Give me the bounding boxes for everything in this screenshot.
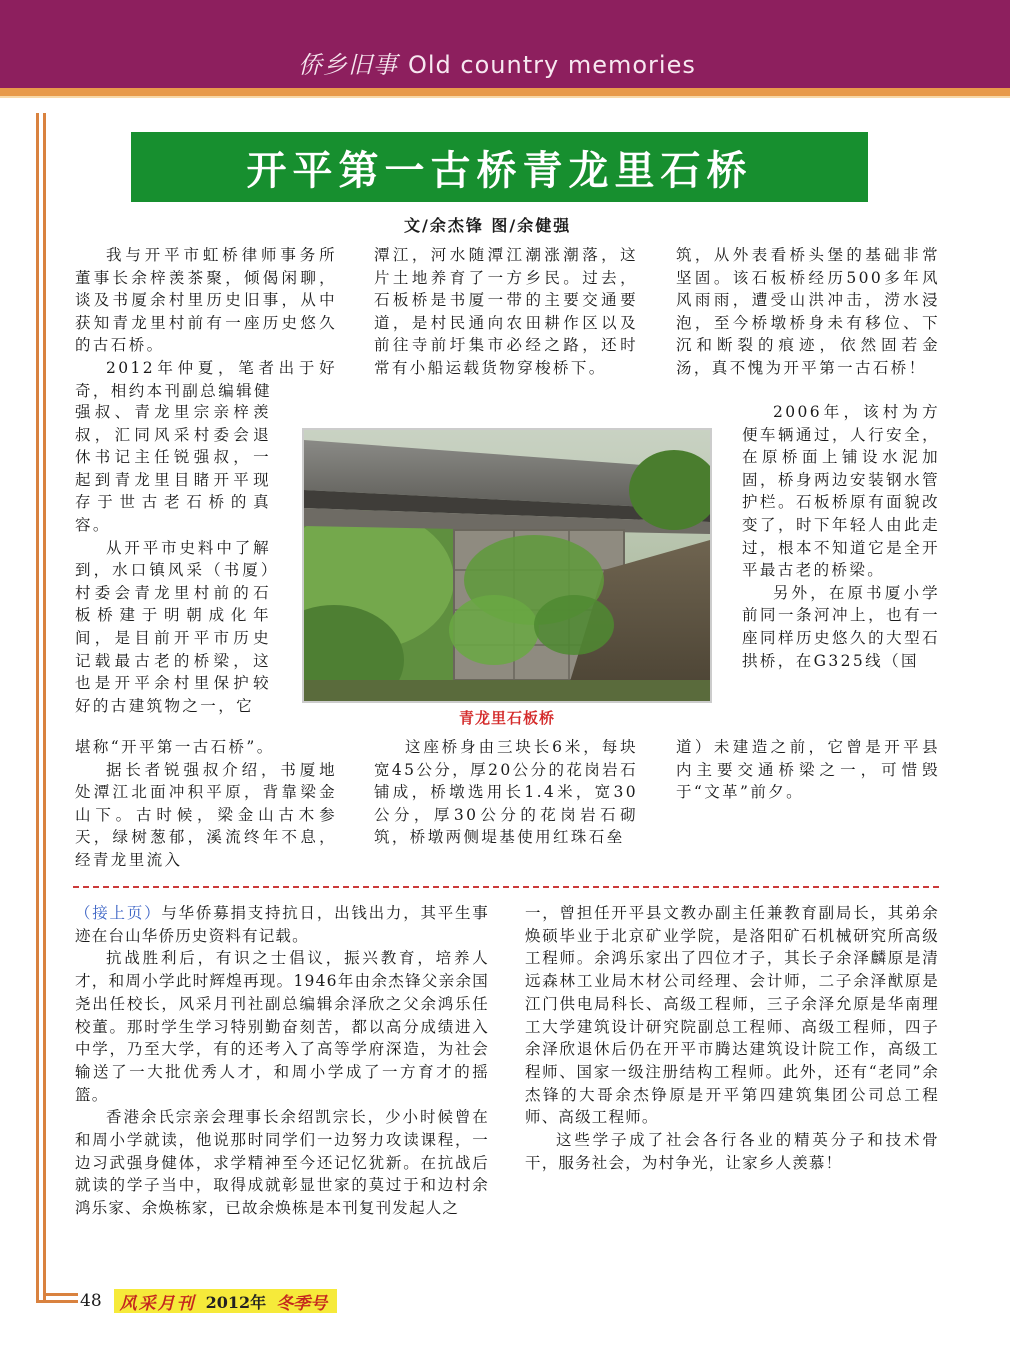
paragraph: 堪称“开平第一古石桥”。 [75, 738, 275, 756]
page-bracket-foot-outer [36, 1300, 78, 1303]
article-column-2-bottom [374, 736, 638, 849]
header-banner [0, 0, 1010, 88]
paragraph: 2006年，该村为方便车辆通过，人行安全，在原桥面上铺设水泥加固，桥身两边安装钢水管护栏。石板桥原有面貌改变了，时下年轻人由此走过，根本不知道它是全开平最古老的桥梁。 [742, 403, 940, 580]
paragraph: 强叔、青龙里宗亲梓羡叔，汇同风采村委会退休书记主任锐强叔，一起到青龙里目睹开平现存于世古老石桥的真容。 [75, 403, 271, 534]
page-footer [80, 1289, 337, 1313]
continued-column-right [525, 902, 939, 1174]
article-column-1-top [75, 244, 337, 402]
paragraph: 据长者锐强叔介绍，书厦地处潭江北面冲积平原，背靠梁金山下。古时候，梁金山古木参天，绿树葱郁，溪流终年不息，经青龙里流入 [75, 760, 337, 869]
paragraph: 我与开平市虹桥律师事务所董事长余梓羡茶聚，倾偈闲聊，谈及书厦余村里历史旧事，从中获知青龙里村前有一座历史悠久的古石桥。 [75, 246, 337, 355]
continued-column-left [75, 902, 489, 1220]
header-stripe-light [0, 96, 1010, 98]
article-title-box [131, 132, 868, 202]
article-column-3-top [676, 244, 940, 380]
paragraph: 这座桥身由三块长6米，每块宽45公分，厚20公分的花岗岩石铺成，桥墩选用长1.4米，宽30公分，厚30公分的花岗岩石砌筑，桥墩两侧堤基使用红珠石垒 [374, 738, 638, 847]
article-column-1-narrow [75, 401, 271, 717]
paragraph: 潭江，河水随潭江潮涨潮落，这片土地养育了一方乡民。过去，石板桥是书厦一带的主要交通要道，是村民通向农田耕作区以及前往寺前圩集市必经之路，还时常有小船运载货物穿梭桥下。 [374, 246, 638, 377]
section-title [298, 50, 696, 80]
paragraph: 另外，在原书厦小学前同一条河冲上，也有一座同样历史悠久的大型石拱桥，在G325线（国 [742, 583, 940, 670]
page-number: 48 [80, 1291, 102, 1311]
page-bracket-outer [36, 113, 39, 1303]
issue-year: 2012年 [205, 1292, 267, 1312]
article-byline: 文/余杰锋 图/余健强 [404, 216, 572, 235]
article-column-2-top [374, 244, 638, 380]
section-divider [73, 886, 939, 888]
article-column-3-narrow [742, 401, 940, 672]
continued-marker: （接上页） [75, 904, 162, 922]
issue-season: 冬季号 [276, 1293, 328, 1314]
paragraph: 从开平市史料中了解到，水口镇风采（书厦）村委会青龙里村前的石板桥建于明朝成化年间，是目前开平市历史记载最古老的桥梁，这也是开平余村里保护较好的古建筑物之一，它 [75, 538, 271, 715]
paragraph: 道）未建造之前，它曾是开平县内主要交通桥梁之一，可惜毁于“文革”前夕。 [676, 738, 940, 802]
paragraph: 筑，从外表看桥头堡的基础非常坚固。该石板桥经历500多年风风雨雨，遭受山洪冲击，涝水浸泡，至今桥墩桥身未有移位、下沉和断裂的痕迹，依然固若金汤，真不愧为开平第一古石桥！ [676, 246, 940, 377]
section-title-en: Old country memories [408, 51, 696, 79]
paragraph-text: 与华侨募捐支持抗日，出钱出力，其平生事迹在台山华侨历史资料有记载。 [75, 904, 489, 945]
footer-magazine-label [114, 1289, 338, 1313]
article-column-3-bottom [676, 736, 940, 804]
paragraph: 这些学子成了社会各行各业的精英分子和技术骨干，服务社会，为村争光，让家乡人羡慕！ [525, 1131, 939, 1172]
paragraph: 一，曾担任开平县文教办副主任兼教育副局长，其弟余焕硕毕业于北京矿业学院，是洛阳矿石机械研究所高级工程师。余鸿乐家出了四位才子，其长子余泽麟原是清远森林工业局木材公司经理、会计师，二子余泽猷原是江门供电局科长、高级工程师，三子余泽允原是华南理工大学建筑设计研究院副总工程师、高级工程师，四子余泽欣退休后仍在开平市腾达建筑设计院工作，高级工程师、国家一级注册结构工程师。此外，还有“老同”余杰锋的大哥余杰铮原是开平第四建筑集团公司总工程师、高级工程师。 [525, 904, 939, 1127]
photo-caption: 青龙里石板桥 [458, 709, 555, 727]
paragraph [75, 902, 489, 947]
page-bracket-foot-inner [43, 1293, 78, 1296]
paragraph: 2012年仲夏，笔者出于好奇，相约本刊副总编辑健 [75, 358, 337, 400]
article-column-1-bottom [75, 736, 337, 872]
section-title-zh: 侨乡旧事 [298, 51, 398, 79]
magazine-name: 风采月刊 [119, 1293, 196, 1314]
paragraph: 抗战胜利后，有识之士倡议，振兴教育，培养人才，和周小学此时辉煌再现。1946年由余杰锋父亲余国尧出任校长，风采月刊社副总编辑余泽欣之父余鸿乐任校董。那时学生学习特别勤奋刻苦，都以高分成绩进入中学，乃至大学，有的还考入了高等学府深造，为社会输送了一大批优秀人才，和周小学成了一方育才的摇篮。 [75, 949, 489, 1104]
stone-bridge-photo [304, 430, 710, 701]
page-bracket-inner [43, 113, 46, 1303]
header-stripe [0, 88, 1010, 96]
article-title: 开平第一古桥青龙里石桥 [246, 147, 753, 194]
paragraph: 香港余氏宗亲会理事长余绍凯宗长，少小时候曾在和周小学就读，他说那时同学们一边努力攻读课程，一边习武强身健体，求学精神至今还记忆犹新。在抗战后就读的学子当中，取得成就彰显世家的莫过于和边村余鸿乐家、余焕栋家，已故余焕栋是本刊复刊发起人之 [75, 1108, 489, 1218]
